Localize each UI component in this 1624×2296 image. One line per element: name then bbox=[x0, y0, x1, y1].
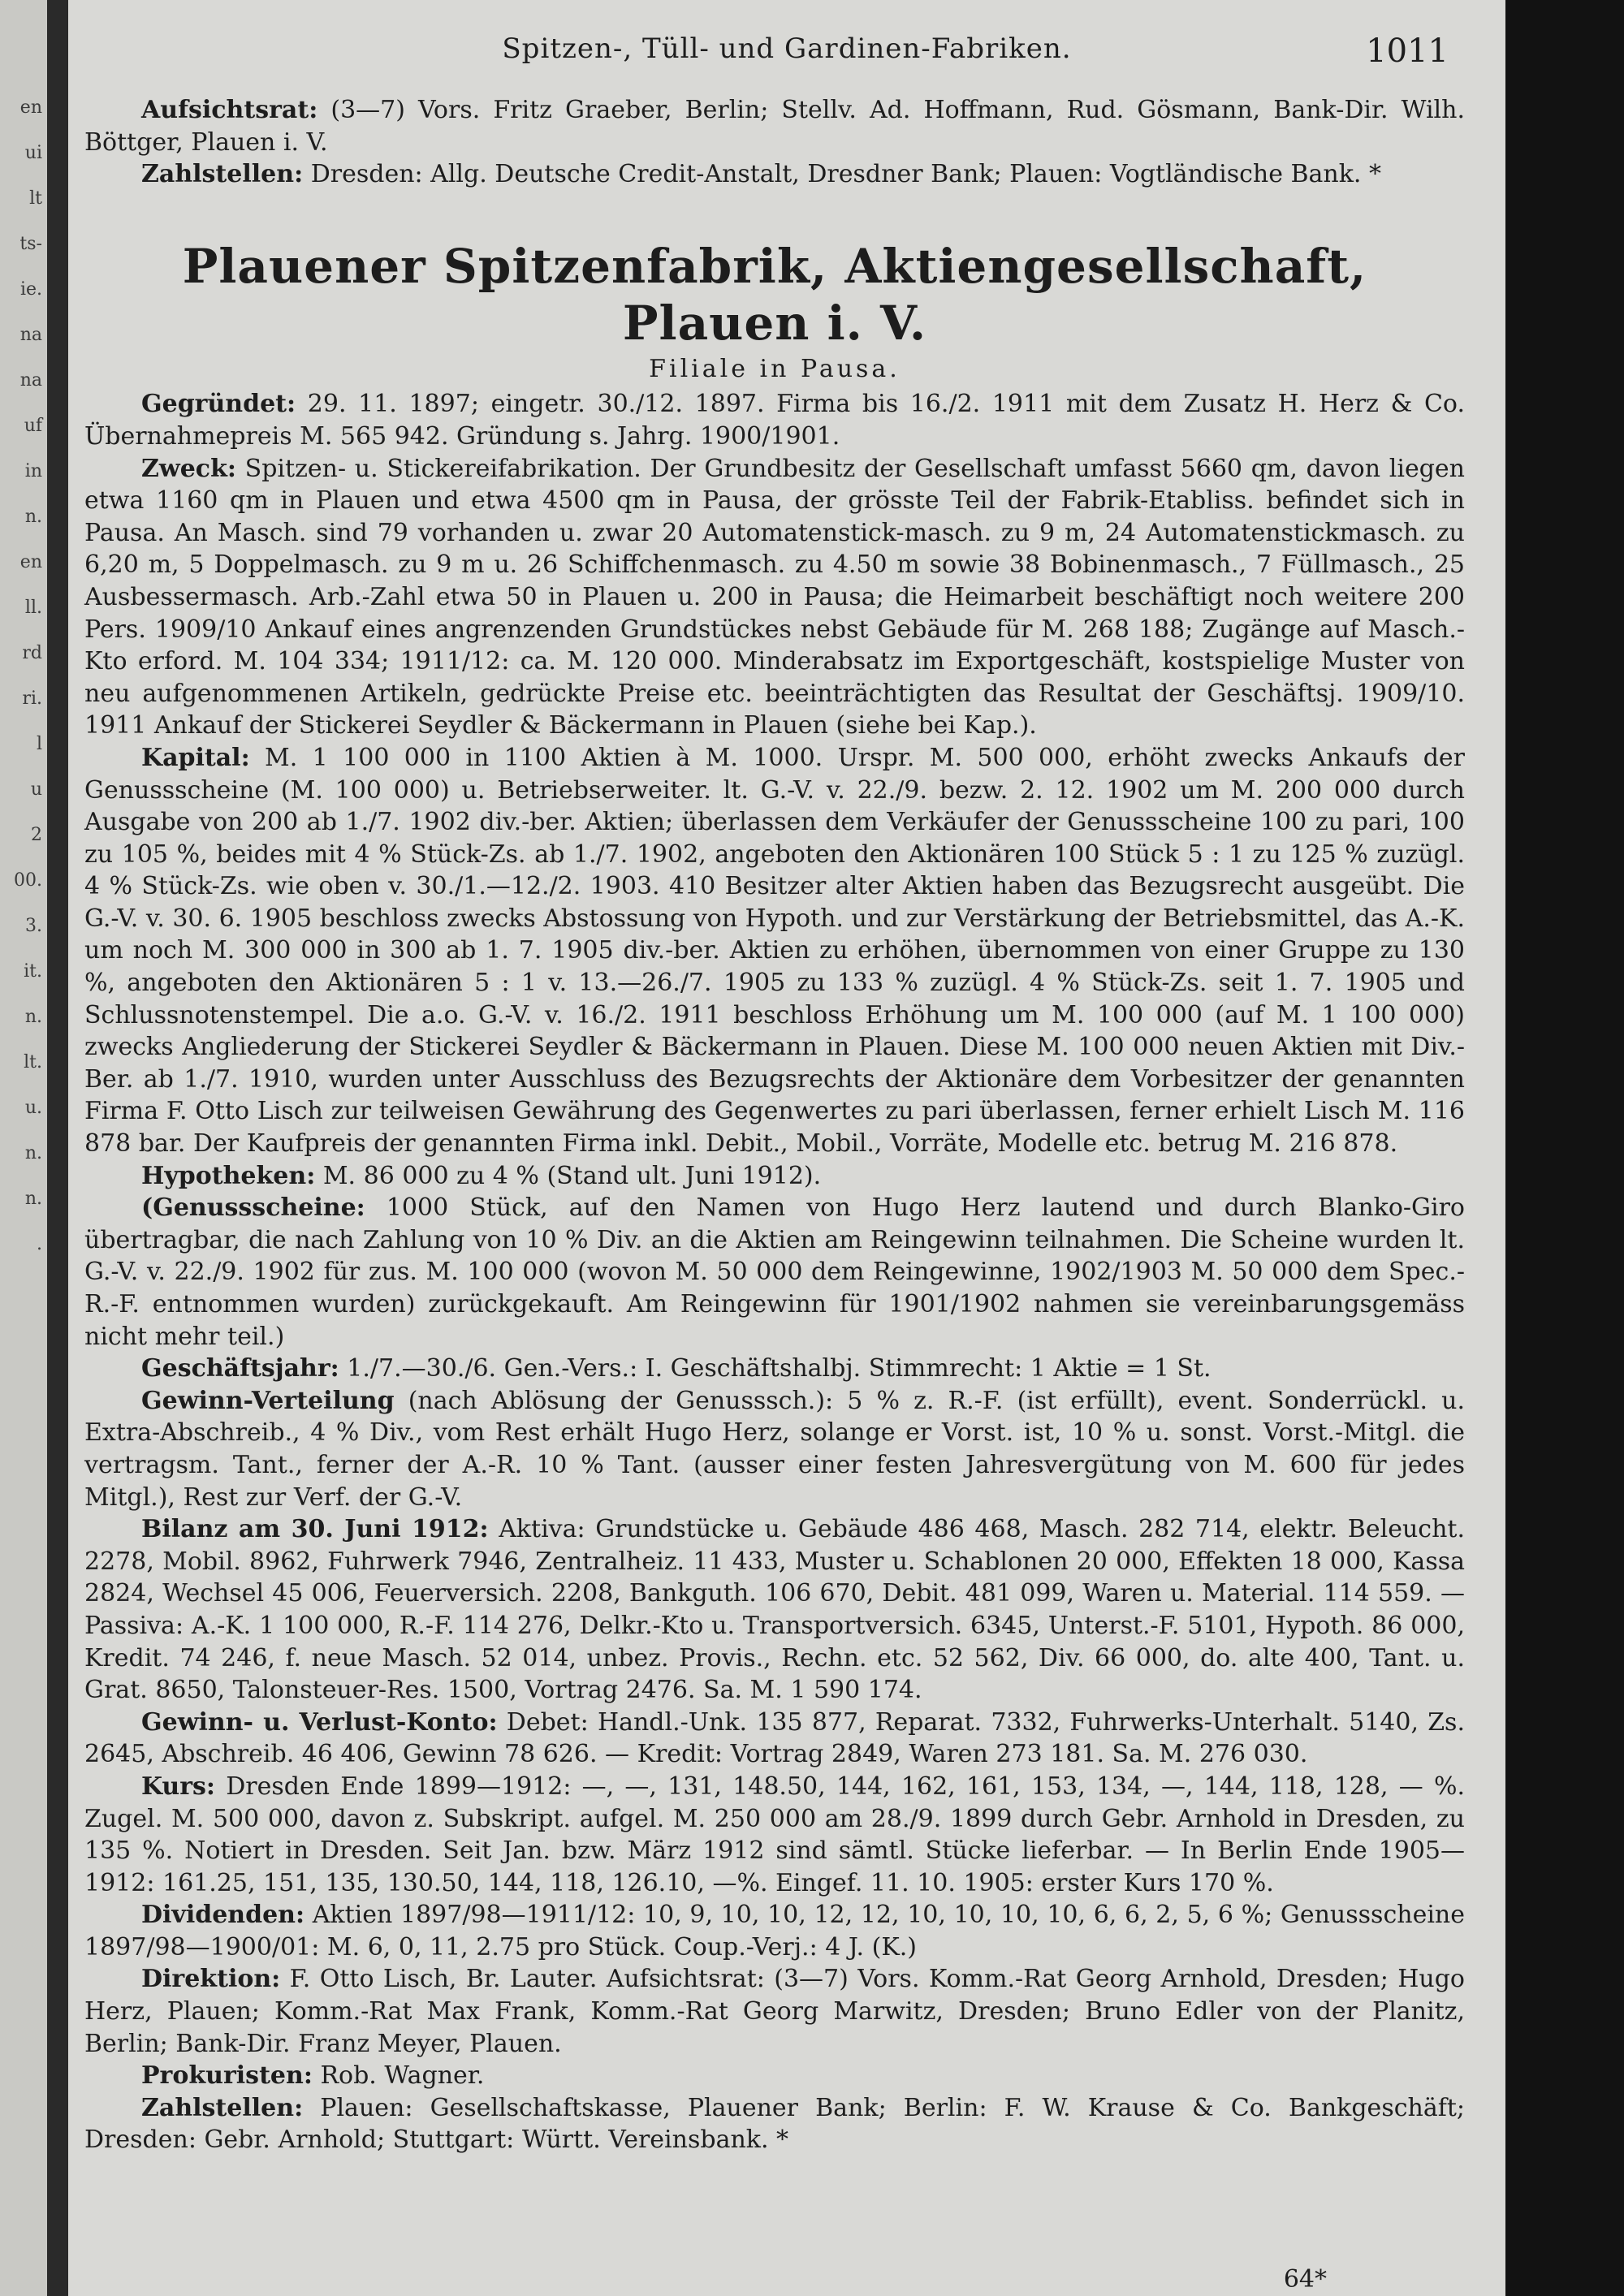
adjacent-page-fragment: ll. bbox=[24, 598, 42, 618]
document-page bbox=[68, 0, 1505, 2296]
adjacent-page-fragment: na bbox=[19, 325, 42, 345]
adjacent-page-fragment: 3. bbox=[25, 916, 42, 936]
adjacent-page-fragment: n. bbox=[24, 1007, 42, 1027]
adjacent-page-fragment: ri. bbox=[22, 688, 42, 709]
section-text: F. Otto Lisch, Br. Lauter. Aufsichtsrat: (3—7) Vors. Komm.-Rat Georg Arnhold, Dresden; Hugo Herz, Plauen; Komm.-Rat Max Frank, Komm.-Rat Georg Marwitz, Dresden; Bruno Edler von der Planitz, Berlin; Bank-Dir. Franz Meyer, Plauen. bbox=[84, 1965, 1465, 2058]
section-text: M. 1 100 000 in 1100 Aktien à M. 1000. Urspr. M. 500 000, erhöht zwecks Ankaufs der Genussscheine (M. 100 000) u. Betriebserweiter. lt. G.-V. v. 22./9. bezw. 2. 12. 1902 um M. 200 000 durch Ausgabe von 200 ab 1./7. 1902 div.-ber. Aktien; überlassen dem Verkäufer der Genussscheine 100 zu pari, 100 zu 105 %, beides mit 4 % Stück-Zs. ab 1./7. 1902, angeboten den Aktionären 100 Stück 5 : 1 zu 125 % zuzügl. 4 % Stück-Zs. wie oben v. 30./1.—12./2. 1903. 410 Besitzer alter Aktien haben das Bezugsrecht ausgeübt. Die G.-V. v. 30. 6. 1905 beschloss zwecks Abstossung von Hypoth. und zur Verstärkung der Betriebsmittel, das A.-K. um noch M. 300 000 in 300 ab 1. 7. 1905 div.-ber. Aktien zu erhöhen, übernommen von einer Gruppe zu 130 %, angeboten den Aktionären 5 : 1 v. 13.—26./7. 1905 zu 133 % zuzügl. 4 % Stück-Zs. seit 1. 7. 1905 und Schlussnotenstempel. Die a.o. G.-V. v. 16./2. 1911 beschloss Erhöhung um M. 100 000 (auf M. 1 100 000) zwecks Angliederung der Stickerei Seydler & Bäckermann in Plauen. Diese M. 100 000 neuen Aktien mit Div.-Ber. ab 1./7. 1910, wurden unter Ausschluss des Bezugsrechts der Aktionäre dem Vorbesitzer der genannten Firma F. Otto Lisch zur teilweisen Gewährung des Gegenwertes zu pari überlassen, ferner erhielt Lisch M. 116 878 bar. Der Kaufpreis der genannten Firma inkl. Debit., Mobil., Vorräte, Modelle etc. betrug M. 216 878. bbox=[84, 743, 1465, 1159]
section-label: Kurs: bbox=[141, 1772, 215, 1801]
section-text: 1./7.—30./6. Gen.-Vers.: I. Geschäftshalbj. Stimmrecht: 1 Aktie = 1 St. bbox=[347, 1354, 1212, 1383]
section-text: 1000 Stück, auf den Namen von Hugo Herz lautend und durch Blanko-Giro übertragbar, die nach Zahlung von 10 % Div. an die Aktien am Reingewinn teilnahmen. Die Scheine wurden lt. G.-V. v. 22./9. 1902 für zus. M. 100 000 (wovon M. 50 000 dem Reingewinne, 1902/1903 M. 50 000 dem Spec.-R.-F. entnommen wurden) zurückgekauft. Am Reingewinn für 1901/1902 nahmen sie vereinbarungsgemäss nicht mehr teil.) bbox=[84, 1193, 1465, 1351]
section-label: Prokuristen: bbox=[141, 2061, 313, 2091]
section-label: Dividenden: bbox=[141, 1901, 305, 1930]
page-body bbox=[84, 94, 1465, 2156]
section-paragraph bbox=[84, 1771, 1465, 1899]
section-paragraph bbox=[84, 1963, 1465, 2060]
adjacent-page-fragment: n. bbox=[24, 507, 42, 527]
zahlstellen-paragraph bbox=[84, 158, 1465, 191]
section-paragraph bbox=[84, 1513, 1465, 1707]
section-label: Gewinn-Verteilung bbox=[141, 1386, 395, 1415]
scan-border bbox=[1505, 0, 1624, 2296]
section-paragraph bbox=[84, 1160, 1465, 1193]
section-text: Dresden Ende 1899—1912: —, —, 131, 148.50, 144, 162, 161, 153, 134, —, 144, 118, 128, — %. Zugel. M. 500 000, davon z. Subskript. aufgel. M. 250 000 am 28./9. 1899 durch Gebr. Arnhold in Dresden, zu 135 %. Notiert in Dresden. Seit Jan. bzw. März 1912 sind sämtl. Stücke lieferbar. — In Berlin Ende 1905—1912: 161.25, 151, 135, 130.50, 144, 118, 126.10, —%. Eingef. 11. 10. 1905: erster Kurs 170 %. bbox=[84, 1772, 1465, 1897]
adjacent-page-fragment: in bbox=[24, 461, 42, 481]
adjacent-page-edge bbox=[0, 0, 47, 2296]
section-label: Geschäftsjahr: bbox=[141, 1354, 339, 1383]
section-label: Hypotheken: bbox=[141, 1161, 316, 1190]
section-label: Bilanz am 30. Juni 1912: bbox=[141, 1515, 489, 1544]
company-title: Plauener Spitzenfabrik, Aktiengesellschaft, Plauen i. V. bbox=[182, 238, 1367, 351]
aufsichtsrat-paragraph bbox=[84, 94, 1465, 158]
page-header bbox=[68, 32, 1505, 70]
section-paragraph bbox=[84, 2092, 1465, 2156]
section-label: Direktion: bbox=[141, 1965, 281, 1994]
aufsichtsrat-text: (3—7) Vors. Fritz Graeber, Berlin; Stellv. Ad. Hoffmann, Rud. Gösmann, Bank-Dir. Wilh. Böttger, Plauen i. V. bbox=[84, 96, 1465, 157]
book-gutter bbox=[47, 0, 68, 2296]
aufsichtsrat-label: Aufsichtsrat: bbox=[141, 96, 318, 124]
running-title: Spitzen-, Tüll- und Gardinen-Fabriken. bbox=[502, 32, 1072, 65]
adjacent-page-fragment: rd bbox=[22, 643, 42, 663]
section-paragraph bbox=[84, 742, 1465, 1160]
section-text: M. 86 000 zu 4 % (Stand ult. Juni 1912). bbox=[322, 1161, 822, 1190]
adjacent-page-fragment: l bbox=[36, 734, 42, 754]
section-label: Zweck: bbox=[141, 454, 236, 483]
zahlstellen-label: Zahlstellen: bbox=[141, 160, 304, 189]
section-paragraph bbox=[84, 2060, 1465, 2092]
adjacent-page-fragment: lt bbox=[29, 188, 42, 209]
adjacent-page-fragment: n. bbox=[24, 1143, 42, 1163]
section-label: Kapital: bbox=[141, 743, 250, 772]
adjacent-page-fragment: en bbox=[19, 97, 42, 118]
section-paragraph bbox=[84, 1353, 1465, 1385]
section-text: (nach Ablösung der Genusssch.): 5 % z. R.-F. (ist erfüllt), event. Sonderrückl. u. Extra-Abschreib., 4 % Div., vom Rest erhält Hugo Herz, solange er Vorst. ist, 10 % u. sonst. Vorst.-Mitgl. die vertragsm. Tant., ferner der A.-R. 10 % Tant. (ausser einer festen Jahresvergütung von M. 600 für jedes Mitgl.), Rest zur Verf. der G.-V. bbox=[84, 1386, 1465, 1512]
section-text: Spitzen- u. Stickereifabrikation. Der Grundbesitz der Gesellschaft umfasst 5660 qm, davon liegen etwa 1160 qm in Plauen und etwa 4500 qm in Pausa, der grösste Teil der Fabrik-Etabliss. befindet sich in Pausa. An Masch. sind 79 vorhanden u. zwar 20 Automatenstick-masch. zu 9 m, 24 Automatenstickmasch. zu 6,20 m, 5 Doppelmasch. zu 9 m u. 26 Schiffchenmasch. zu 4.50 m sowie 38 Bobinenmasch., 7 Füllmasch., 25 Ausbessermasch. Arb.-Zahl etwa 50 in Plauen u. 200 in Pausa; die Heimarbeit beschäftigt noch weitere 200 Pers. 1909/10 Ankauf eines angrenzenden Grundstückes nebst Gebäude für M. 268 188; Zugänge auf Masch.-Kto erford. M. 104 334; 1911/12: ca. M. 120 000. Minderabsatz im Exportgeschäft, kostspielige Muster von neu aufgenommenen Artikeln, gedrückte Preise etc. beeinträchtigten das Resultat der Geschäftsj. 1909/10. 1911 Ankauf der Stickerei Seydler & Bäckermann in Plauen (siehe bei Kap.). bbox=[84, 454, 1465, 740]
section-label: (Genussscheine: bbox=[141, 1193, 365, 1223]
zahlstellen-text: Dresden: Allg. Deutsche Credit-Anstalt, Dresdner Bank; Plauen: Vogtländische Bank. * bbox=[310, 160, 1382, 189]
adjacent-page-fragment: u. bbox=[24, 1098, 42, 1118]
adjacent-page-fragment: ts- bbox=[19, 234, 42, 254]
company-subtitle: Filiale in Pausa. bbox=[649, 354, 901, 383]
section-paragraph bbox=[84, 1707, 1465, 1771]
section-text: Aktiva: Grundstücke u. Gebäude 486 468, Masch. 282 714, elektr. Beleucht. 2278, Mobil. 8962, Fuhrwerk 7946, Zentralheiz. 11 433, Muster u. Schablonen 20 000, Effekten 18 000, Kassa 2824, Wechsel 45 006, Feuerversich. 2208, Bankguth. 106 670, Debit. 481 099, Waren u. Material. 114 559. — Passiva: A.-K. 1 100 000, R.-F. 114 276, Delkr.-Kto u. Transportversich. 6345, Unterst.-F. 5101, Hypoth. 86 000, Kredit. 74 246, f. neue Masch. 52 014, unbez. Provis., Rechn. etc. 52 562, Div. 66 000, do. alte 400, Tant. u. Grat. 8650, Talonsteuer-Res. 1500, Vortrag 2476. Sa. M. 1 590 174. bbox=[84, 1515, 1465, 1705]
section-paragraph bbox=[84, 1192, 1465, 1353]
section-label: Gegründet: bbox=[141, 390, 296, 419]
adjacent-page-fragment: 00. bbox=[14, 870, 42, 891]
adjacent-page-fragment: it. bbox=[24, 961, 42, 982]
section-text: 29. 11. 1897; eingetr. 30./12. 1897. Firma bis 16./2. 1911 mit dem Zusatz H. Herz & Co. Übernahmepreis M. 565 942. Gründung s. Jahrg. 1900/1901. bbox=[84, 390, 1465, 451]
company-sections bbox=[84, 388, 1465, 2156]
adjacent-page-fragment: lt. bbox=[24, 1052, 42, 1072]
adjacent-page-fragment: u bbox=[30, 779, 42, 800]
page-number: 1011 bbox=[1366, 32, 1449, 70]
adjacent-page-fragment: en bbox=[19, 552, 42, 572]
section-label: Zahlstellen: bbox=[141, 2093, 304, 2122]
adjacent-page-fragment: ui bbox=[24, 143, 42, 163]
adjacent-page-fragment: . bbox=[37, 1234, 42, 1254]
section-paragraph bbox=[84, 1899, 1465, 1963]
adjacent-page-fragment: ie. bbox=[19, 279, 42, 300]
adjacent-page-fragment: n. bbox=[24, 1189, 42, 1209]
adjacent-page-fragment: na bbox=[19, 370, 42, 391]
section-text: Rob. Wagner. bbox=[320, 2061, 485, 2091]
section-label: Gewinn- u. Verlust-Konto: bbox=[141, 1707, 498, 1737]
section-paragraph bbox=[84, 388, 1465, 452]
section-text: Debet: Handl.-Unk. 135 877, Reparat. 7332, Fuhrwerks-Unterhalt. 5140, Zs. 2645, Abschreib. 46 406, Gewinn 78 626. — Kredit: Vortrag 2849, Waren 273 181. Sa. M. 276 030. bbox=[84, 1707, 1465, 1769]
section-text: Plauen: Gesellschaftskasse, Plauener Bank; Berlin: F. W. Krause & Co. Bankgeschäft; Dresden: Gebr. Arnhold; Stuttgart: Württ. Vereinsbank. * bbox=[84, 2093, 1465, 2155]
adjacent-page-fragment: uf bbox=[24, 416, 42, 436]
section-paragraph bbox=[84, 453, 1465, 742]
signature-mark: 64* bbox=[1283, 2265, 1327, 2294]
section-text: Aktien 1897/98—1911/12: 10, 9, 10, 10, 12, 12, 10, 10, 10, 10, 6, 6, 2, 5, 6 %; Genussscheine 1897/98—1900/01: M. 6, 0, 11, 2.75 pro Stück. Coup.-Verj.: 4 J. (K.) bbox=[84, 1901, 1465, 1962]
section-paragraph bbox=[84, 1385, 1465, 1513]
adjacent-page-fragment: 2 bbox=[31, 825, 42, 845]
